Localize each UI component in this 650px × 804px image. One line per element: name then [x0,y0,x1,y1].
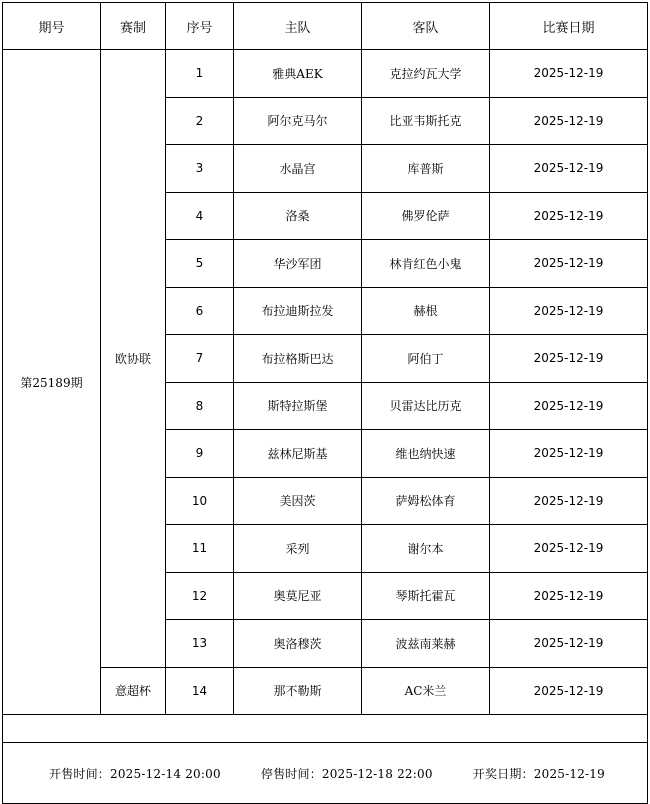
match-index: 5 [166,240,234,288]
home-team: 斯特拉斯堡 [234,382,362,430]
match-date: 2025-12-19 [490,192,648,240]
match-date: 2025-12-19 [490,620,648,668]
match-date: 2025-12-19 [490,572,648,620]
match-index: 10 [166,477,234,525]
away-team: 阿伯丁 [362,335,490,383]
competition-cell: 意超杯 [101,667,166,715]
match-index: 6 [166,287,234,335]
competition-cell: 欧协联 [101,50,166,668]
away-team: 库普斯 [362,145,490,193]
away-team: 林肯红色小鬼 [362,240,490,288]
match-index: 7 [166,335,234,383]
header-away-team: 客队 [362,3,490,50]
header-period: 期号 [3,3,101,50]
footer-row [3,743,648,804]
sale-stop-time: 停售时间：2025-12-18 22:00 [260,766,433,781]
match-date: 2025-12-19 [490,97,648,145]
match-date: 2025-12-19 [490,145,648,193]
away-team: AC米兰 [362,667,490,715]
away-team: 赫根 [362,287,490,335]
home-team: 雅典AEK [234,50,362,98]
draw-date: 开奖日期：2025-12-19 [472,766,605,781]
sale-start-time: 开售时间：2025-12-14 20:00 [49,766,221,781]
home-team: 洛桑 [234,192,362,240]
away-team: 佛罗伦萨 [362,192,490,240]
schedule-table [2,2,648,804]
home-team: 水晶宫 [234,145,362,193]
footer-info [3,765,647,782]
header-index: 序号 [166,3,234,50]
home-team: 美因茨 [234,477,362,525]
header-row [3,3,648,50]
away-team: 谢尔本 [362,525,490,573]
home-team: 奥洛穆茨 [234,620,362,668]
spacer-cell [3,715,648,743]
match-body [3,50,648,804]
match-index: 4 [166,192,234,240]
home-team: 那不勒斯 [234,667,362,715]
home-team: 阿尔克马尔 [234,97,362,145]
home-team: 华沙军团 [234,240,362,288]
match-date: 2025-12-19 [490,430,648,478]
match-date: 2025-12-19 [490,287,648,335]
match-date: 2025-12-19 [490,50,648,98]
away-team: 萨姆松体育 [362,477,490,525]
table-row [3,50,648,98]
footer-cell [3,743,648,804]
header-match-date: 比赛日期 [490,3,648,50]
away-team: 波兹南莱赫 [362,620,490,668]
match-index: 3 [166,145,234,193]
match-date: 2025-12-19 [490,382,648,430]
home-team: 采列 [234,525,362,573]
match-date: 2025-12-19 [490,667,648,715]
match-index: 11 [166,525,234,573]
away-team: 贝雷达比历克 [362,382,490,430]
match-date: 2025-12-19 [490,525,648,573]
away-team: 克拉约瓦大学 [362,50,490,98]
away-team: 比亚韦斯托克 [362,97,490,145]
match-index: 8 [166,382,234,430]
match-date: 2025-12-19 [490,240,648,288]
match-index: 13 [166,620,234,668]
home-team: 兹林尼斯基 [234,430,362,478]
match-index: 2 [166,97,234,145]
header-home-team: 主队 [234,3,362,50]
home-team: 布拉格斯巴达 [234,335,362,383]
header-competition: 赛制 [101,3,166,50]
match-index: 1 [166,50,234,98]
match-index: 14 [166,667,234,715]
away-team: 琴斯托霍瓦 [362,572,490,620]
period-cell: 第25189期 [3,50,101,715]
match-date: 2025-12-19 [490,477,648,525]
match-date: 2025-12-19 [490,335,648,383]
away-team: 维也纳快速 [362,430,490,478]
home-team: 布拉迪斯拉发 [234,287,362,335]
home-team: 奥莫尼亚 [234,572,362,620]
match-index: 12 [166,572,234,620]
match-index: 9 [166,430,234,478]
spacer-row [3,715,648,743]
